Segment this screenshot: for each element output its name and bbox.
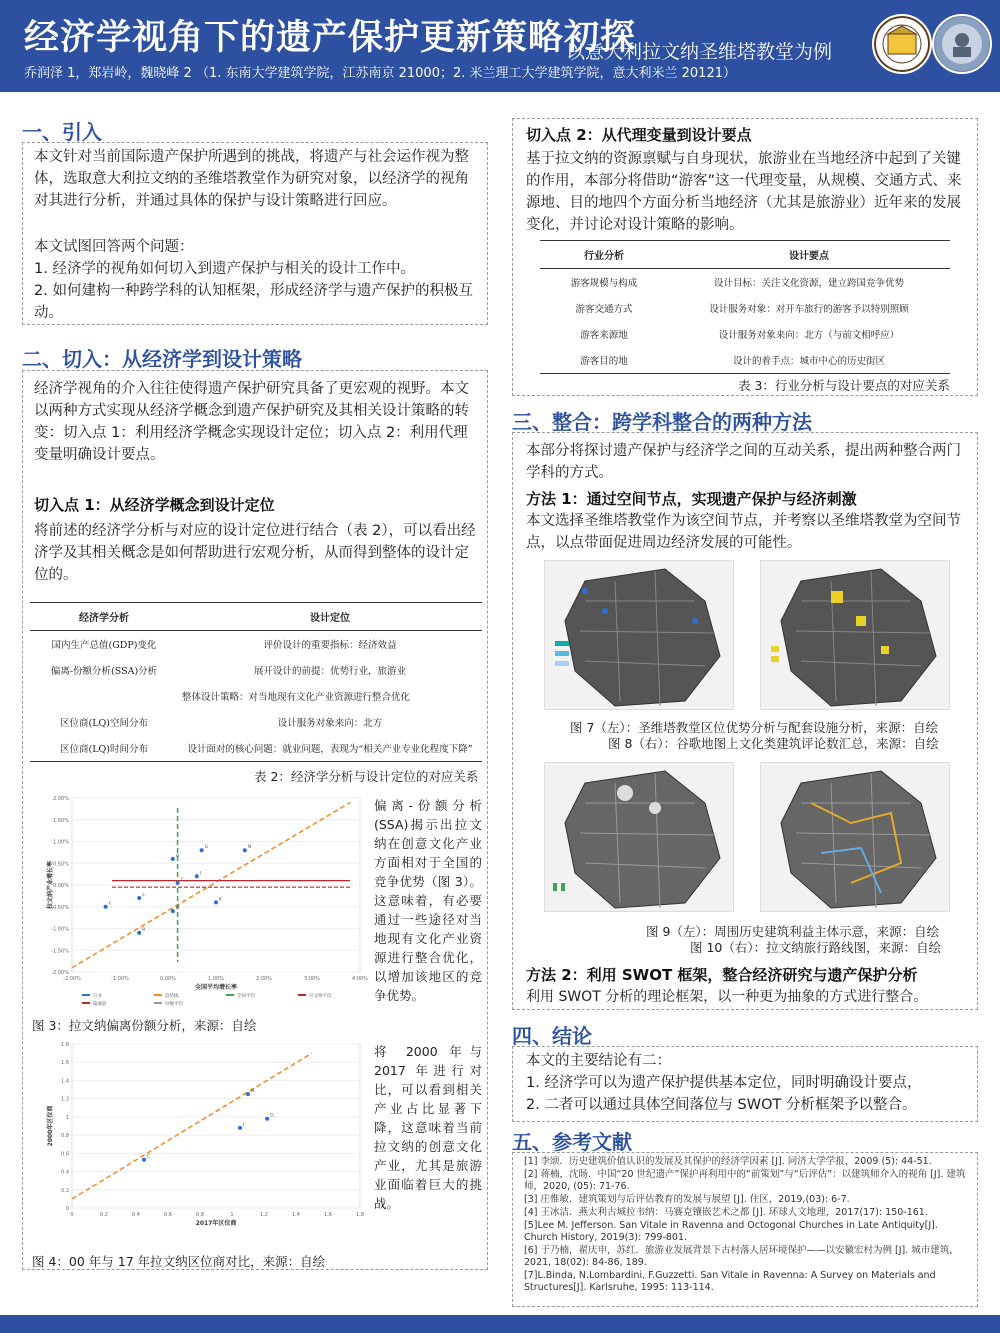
y-tick-label: -1.00% (51, 926, 69, 933)
table-2 (30, 602, 482, 762)
table-cell: 游客规模与构成 (570, 278, 638, 289)
data-point-label: C (180, 877, 184, 883)
data-point-label: H (175, 853, 180, 859)
x-axis-label: 2017年区位商 (195, 1220, 237, 1227)
data-point-label: C (147, 1154, 151, 1160)
data-point-label: R (142, 927, 146, 933)
data-point-label: I (243, 1122, 245, 1128)
table-cell: 偏离-份额分析(SSA)分析 (50, 666, 158, 677)
data-point-label: I (199, 871, 202, 877)
data-point-label: N (247, 845, 252, 851)
y-tick-label: -1.50% (51, 948, 69, 955)
section-1-heading: 一、引入 (22, 120, 102, 144)
table-row (30, 631, 482, 658)
data-point-label: G (270, 1113, 274, 1119)
reference-item: [3] 庄惟敏．建筑策划与后评估教育的发展与展望 [J]. 住区，2019,(03): 6-7. (524, 1194, 850, 1205)
y-axis-label: 拉文纳产业增长率 (47, 860, 54, 910)
table-3-caption: 表 3：行业分析与设计要点的对应关系 (738, 378, 950, 393)
politecnico-seal-icon (934, 16, 990, 72)
y-tick-label: -0.50% (51, 904, 69, 911)
legend-swatch (154, 1002, 162, 1004)
plot-area (72, 1044, 360, 1208)
data-point (214, 900, 218, 904)
table-row (540, 321, 950, 347)
data-point (243, 848, 247, 852)
footer-band (0, 1315, 1000, 1333)
data-point-label: M (175, 906, 180, 912)
y-tick-label: -2.00% (51, 970, 69, 976)
poster-subtitle: 以意大利拉文纳圣维塔教堂为例 (566, 41, 833, 63)
section-1-question-2: 2. 如何建构一种跨学科的认知框架，形成经济学与遗产保护的积极互动。 (34, 283, 473, 321)
y-tick-label: 1.4 (61, 1078, 69, 1085)
legend-label: 偏离值 (93, 1002, 107, 1007)
legend-swatch (226, 994, 234, 996)
authors-line: 乔润泽 1，郑岩岭，魏晓峰 2 （1. 东南大学建筑学院，江苏南京 21000；2. 米兰理工大学建筑学院，意大利米兰 20121） (24, 66, 736, 81)
table-3 (540, 240, 950, 374)
data-point (176, 881, 180, 885)
x-tick-label: 3.00% (304, 976, 320, 982)
section-1-question-1: 1. 经济学的视角如何切入到遗产保护与相关的设计工作中。 (34, 261, 415, 277)
city-map-icon (761, 763, 950, 912)
data-point-label: F (108, 901, 112, 907)
legend-label: 行业 (93, 994, 102, 999)
conclusion-2: 2. 二者可以通过具体空间落位与 SWOT 分析框架予以整合。 (526, 1097, 917, 1113)
x-tick-label: 0.2 (100, 1212, 108, 1218)
legend-label: 份额平均 (165, 1002, 183, 1007)
table-cell: 区位商(LQ)空间分布 (59, 718, 148, 729)
figure-3-description: 偏离-份额分析(SSA)揭示出拉文纳在创意文化产业方面相对于全国的竞争优势（图 3）。这意味着，有必要通过一些途径对当地现有文化产业资源进行整合优化，以增加该地区的竞争优势。 (374, 798, 482, 1003)
table-2-header-2: 设计定位 (178, 603, 482, 631)
conclusion-1: 1. 经济学可以为遗产保护提供基本定位，同时明确设计要点， (526, 1075, 922, 1091)
data-point (238, 1126, 242, 1130)
y-tick-label: 1.8 (61, 1042, 69, 1048)
data-point (104, 905, 108, 909)
table-cell: 游客交通方式 (575, 304, 633, 315)
figure-3-chart (30, 790, 368, 1016)
x-tick-label: 0.4 (132, 1212, 140, 1218)
table-row (540, 269, 950, 296)
table-row (30, 735, 482, 762)
table-3-header-2: 设计要点 (668, 241, 950, 269)
y-tick-label: 0 (65, 1206, 69, 1212)
table-cell: 区位商(LQ)时间分布 (30, 735, 178, 762)
figure-9-caption: 图 9（左）：周围历史建筑利益主体示意，来源：自绘 (646, 924, 940, 939)
figure-10-map (760, 762, 950, 912)
legend-label: 趋势线 (165, 994, 179, 999)
figure-4-chart (30, 1038, 368, 1242)
entry-point-1-paragraph: 将前述的经济学分析与对应的设计定位进行结合（表 2），可以看出经济学及其相关概念是如何帮助进行宏观分析，从而得到整体的设计定位的。 (34, 523, 476, 583)
table-cell: 评价设计的重要指标：经济效益 (263, 640, 397, 651)
data-point-label: K (219, 897, 222, 903)
table-row (30, 683, 482, 709)
trend-line (72, 1053, 312, 1199)
table-cell: 设计目标：关注文化资源，建立跨国竞争优势 (713, 278, 904, 289)
university-seal-icon (874, 16, 930, 72)
legend-swatch (82, 994, 90, 996)
x-tick-label: 0.6 (164, 1212, 172, 1218)
section-1-question-intro: 本文试图回答两个问题： (34, 239, 194, 255)
table-row (540, 347, 950, 374)
figure-9-map (544, 762, 734, 912)
section-2-heading: 二、切入：从经济学到设计策略 (22, 347, 302, 371)
data-point (171, 857, 175, 861)
reference-item: [1] 李颂．历史建筑价值认识的发展及其保护的经济学因素 [J]. 同济大学学报，2009 (5): 44-51. (524, 1156, 932, 1167)
reference-item: [5]Lee M. Jefferson. San Vitale in Ravenna and Octogonal Churches in Late Antiquity[J]. Church History, 2019(3): 799-801. (524, 1220, 938, 1243)
table-cell: 设计的着手点：城市中心的历史街区 (668, 347, 950, 374)
legend-label: 拉文纳平均 (309, 994, 332, 999)
table-cell: 设计服务对象来向：北方 (277, 718, 383, 729)
y-tick-label: 1.50% (53, 817, 69, 824)
x-tick-label: 2.00% (256, 976, 272, 982)
data-point (137, 931, 141, 935)
figure-8-map (760, 560, 950, 710)
table-cell: 游客目的地 (540, 347, 668, 374)
table-cell: 设计服务对象：对开车旅行的游客予以特别照顾 (709, 304, 909, 315)
y-tick-label: 0.50% (53, 861, 69, 868)
x-tick-label: -1.00% (111, 976, 129, 982)
x-tick-label: 1.4 (292, 1212, 300, 1218)
legend-swatch (298, 994, 306, 996)
data-point (142, 1158, 146, 1162)
y-tick-label: 1.6 (61, 1060, 69, 1067)
table-cell: 游客来源地 (580, 330, 628, 341)
table-row (30, 657, 482, 683)
x-tick-label: 1 (230, 1212, 234, 1218)
city-map-icon (545, 561, 734, 710)
table-3-header-1: 行业分析 (540, 241, 668, 269)
x-tick-label: 1.2 (260, 1212, 268, 1218)
reference-item: [6] 于乃楠，翟庆申，苏红．旅游业发展背景下古村落人居环境保护——以安徽宏村为例 [J]. 城市建筑，2021, 18(02): 84-86, 189. (524, 1245, 959, 1268)
x-tick-label: 0 (70, 1212, 74, 1218)
table-2-caption: 表 2：经济学分析与设计定位的对应关系 (254, 769, 479, 784)
table-cell: 整体设计策略：对当地现有文化产业资源进行整合优化 (182, 692, 411, 703)
entry-point-2-heading: 切入点 2：从代理变量到设计要点 (526, 126, 752, 144)
x-tick-label: 4.00% (352, 976, 368, 982)
y-tick-label: 1.00% (53, 839, 69, 846)
legend-swatch (154, 994, 162, 996)
figure-10-caption: 图 10（右）：拉文纳旅行路线图，来源：自绘 (690, 940, 942, 955)
x-tick-label: 1.6 (324, 1212, 332, 1218)
method-1-heading: 方法 1：通过空间节点，实现遗产保护与经济刺激 (526, 490, 857, 508)
table-cell: 展开设计的前提：优势行业，旅游业 (253, 666, 406, 677)
data-point (200, 848, 204, 852)
legend-swatch (82, 1002, 90, 1004)
table-cell: 设计面对的核心问题：就业问题，表现为“相关产业专业化程度下降” (178, 735, 482, 762)
x-tick-label: 1.00% (208, 976, 224, 982)
conclusion-intro: 本文的主要结论有二： (526, 1053, 671, 1069)
section-3-heading: 三、整合：跨学科整合的两种方法 (512, 410, 812, 434)
section-2-paragraph: 经济学视角的介入往往使得遗产保护研究具备了更宏观的视野。本文以两种方式实现从经济学概念到遗产保护研究及其相关设计策略的转变：切入点 1：利用经济学概念实现设计定位；切入点 2：利用代理变量明确设计要点。 (34, 381, 469, 463)
city-map-icon (761, 561, 950, 710)
x-tick-label: -2.00% (63, 976, 81, 982)
y-tick-label: 0.4 (61, 1169, 69, 1176)
table-row (540, 295, 950, 321)
y-tick-label: 2.00% (53, 796, 69, 802)
y-tick-label: 0.8 (61, 1133, 69, 1140)
poster-title: 经济学视角下的遗产保护更新策略初探 (24, 18, 637, 58)
figure-4-caption: 图 4：00 年与 17 年拉文纳区位商对比，来源：自绘 (32, 1254, 326, 1269)
method-1-paragraph: 本文选择圣维塔教堂作为该空间节点，并考察以圣维塔教堂为空间节点，以点带面促进周边经济发展的可能性。 (526, 513, 961, 551)
ssa-scatter-chart (30, 790, 368, 1016)
table-cell: 国内生产总值(GDP)变化 (51, 640, 157, 651)
x-tick-label: 1.8 (356, 1212, 364, 1218)
figure-4-description: 将 2000 年与 2017 年进行对比，可以看到相关产业占比显著下降，这意味着当前拉文纳的创意文化产业，尤其是旅游业面临着巨大的挑战。 (374, 1044, 482, 1211)
x-tick-label: 0.00% (160, 976, 176, 982)
data-point (246, 1092, 250, 1096)
entry-point-1-heading: 切入点 1：从经济学概念到设计定位 (34, 496, 275, 514)
reference-item: [4] 王冰洁．燕太利古城拉韦纳：马赛克镶嵌艺术之都 [J]. 环球人文地理，2017(17): 150-161. (524, 1207, 928, 1218)
politecnico-logo (932, 14, 992, 74)
table-row (30, 709, 482, 735)
data-point (137, 896, 141, 900)
section-1-paragraph: 本文针对当前国际遗产保护所遇到的挑战，将遗产与社会运作视为整体，选取意大利拉文纳的圣维塔教堂作为研究对象，以经济学的视角对其进行分析，并通过具体的保护与设计策略进行回应。 (34, 149, 469, 209)
y-tick-label: 0.6 (61, 1151, 69, 1158)
data-point-label: N (251, 1089, 255, 1095)
entry-point-2-paragraph: 基于拉文纳的资源禀赋与自身现状，旅游业在当地经济中起到了关键的作用，本部分将借助“游客”这一代理变量，从规模、交通方式、来源地、目的地四个方面分析当地经济（尤其是旅游业）近年来的发展变化，并讨论对设计策略的影响。 (526, 151, 962, 233)
figure-7-caption: 图 7（左）：圣维塔教堂区位优势分析与配套设施分析，来源：自绘 (570, 720, 939, 735)
x-axis-label: 全国平均增长率 (194, 984, 238, 991)
legend-label: 全国平均 (237, 994, 255, 999)
figure-8-caption: 图 8（右）：谷歌地图上文化类建筑评论数汇总，来源：自绘 (608, 736, 939, 751)
data-point-label: G (204, 845, 209, 851)
table-2-header-1: 经济学分析 (30, 603, 178, 631)
reference-item: [7]L.Binda, N.Lombardini, F.Guzzetti. San Vitale in Ravenna: A Survey on Materials and Structures[J]. Karlsruhe, 1995: 113-114. (524, 1270, 936, 1293)
section-3-paragraph: 本部分将探讨遗产保护与经济学之间的互动关系，提出两种整合两门学科的方式。 (526, 443, 961, 481)
y-tick-label: 0.2 (61, 1187, 69, 1194)
lq-scatter-chart (30, 1038, 368, 1242)
data-point-label: L (142, 893, 145, 899)
data-point (265, 1117, 269, 1121)
table-cell (30, 683, 178, 709)
method-2-paragraph: 利用 SWOT 分析的理论框架，以一种更为抽象的方式进行整合。 (526, 989, 928, 1005)
section-4-heading: 四、结论 (512, 1024, 592, 1048)
section-5-heading: 五、参考文献 (512, 1130, 632, 1154)
method-2-heading: 方法 2：利用 SWOT 框架，整合经济研究与遗产保护分析 (526, 966, 918, 984)
x-tick-label: 0.8 (196, 1212, 204, 1218)
reference-item: [2] 蒋楠，沈旸．中国“20 世纪遗产”保护再利用中的“前策划”与“后评估”：以建筑师介入的视角 [J]. 建筑师，2020, (05): 71-76. (524, 1169, 966, 1192)
y-axis-label: 2000年区位商 (47, 1105, 54, 1147)
data-point (171, 909, 175, 913)
y-tick-label: 0.00% (53, 883, 69, 889)
y-tick-label: 1.2 (61, 1096, 69, 1103)
figure-7-map (544, 560, 734, 710)
table-cell: 设计服务对象来向：北方（与前文相呼应） (718, 330, 900, 341)
y-tick-label: 1 (65, 1114, 69, 1121)
city-map-icon (545, 763, 734, 912)
reference-list (524, 1156, 970, 1295)
university-logo (872, 14, 932, 74)
data-point (195, 874, 199, 878)
figure-3-caption: 图 3：拉文纳偏离份额分析，来源：自绘 (32, 1018, 257, 1033)
